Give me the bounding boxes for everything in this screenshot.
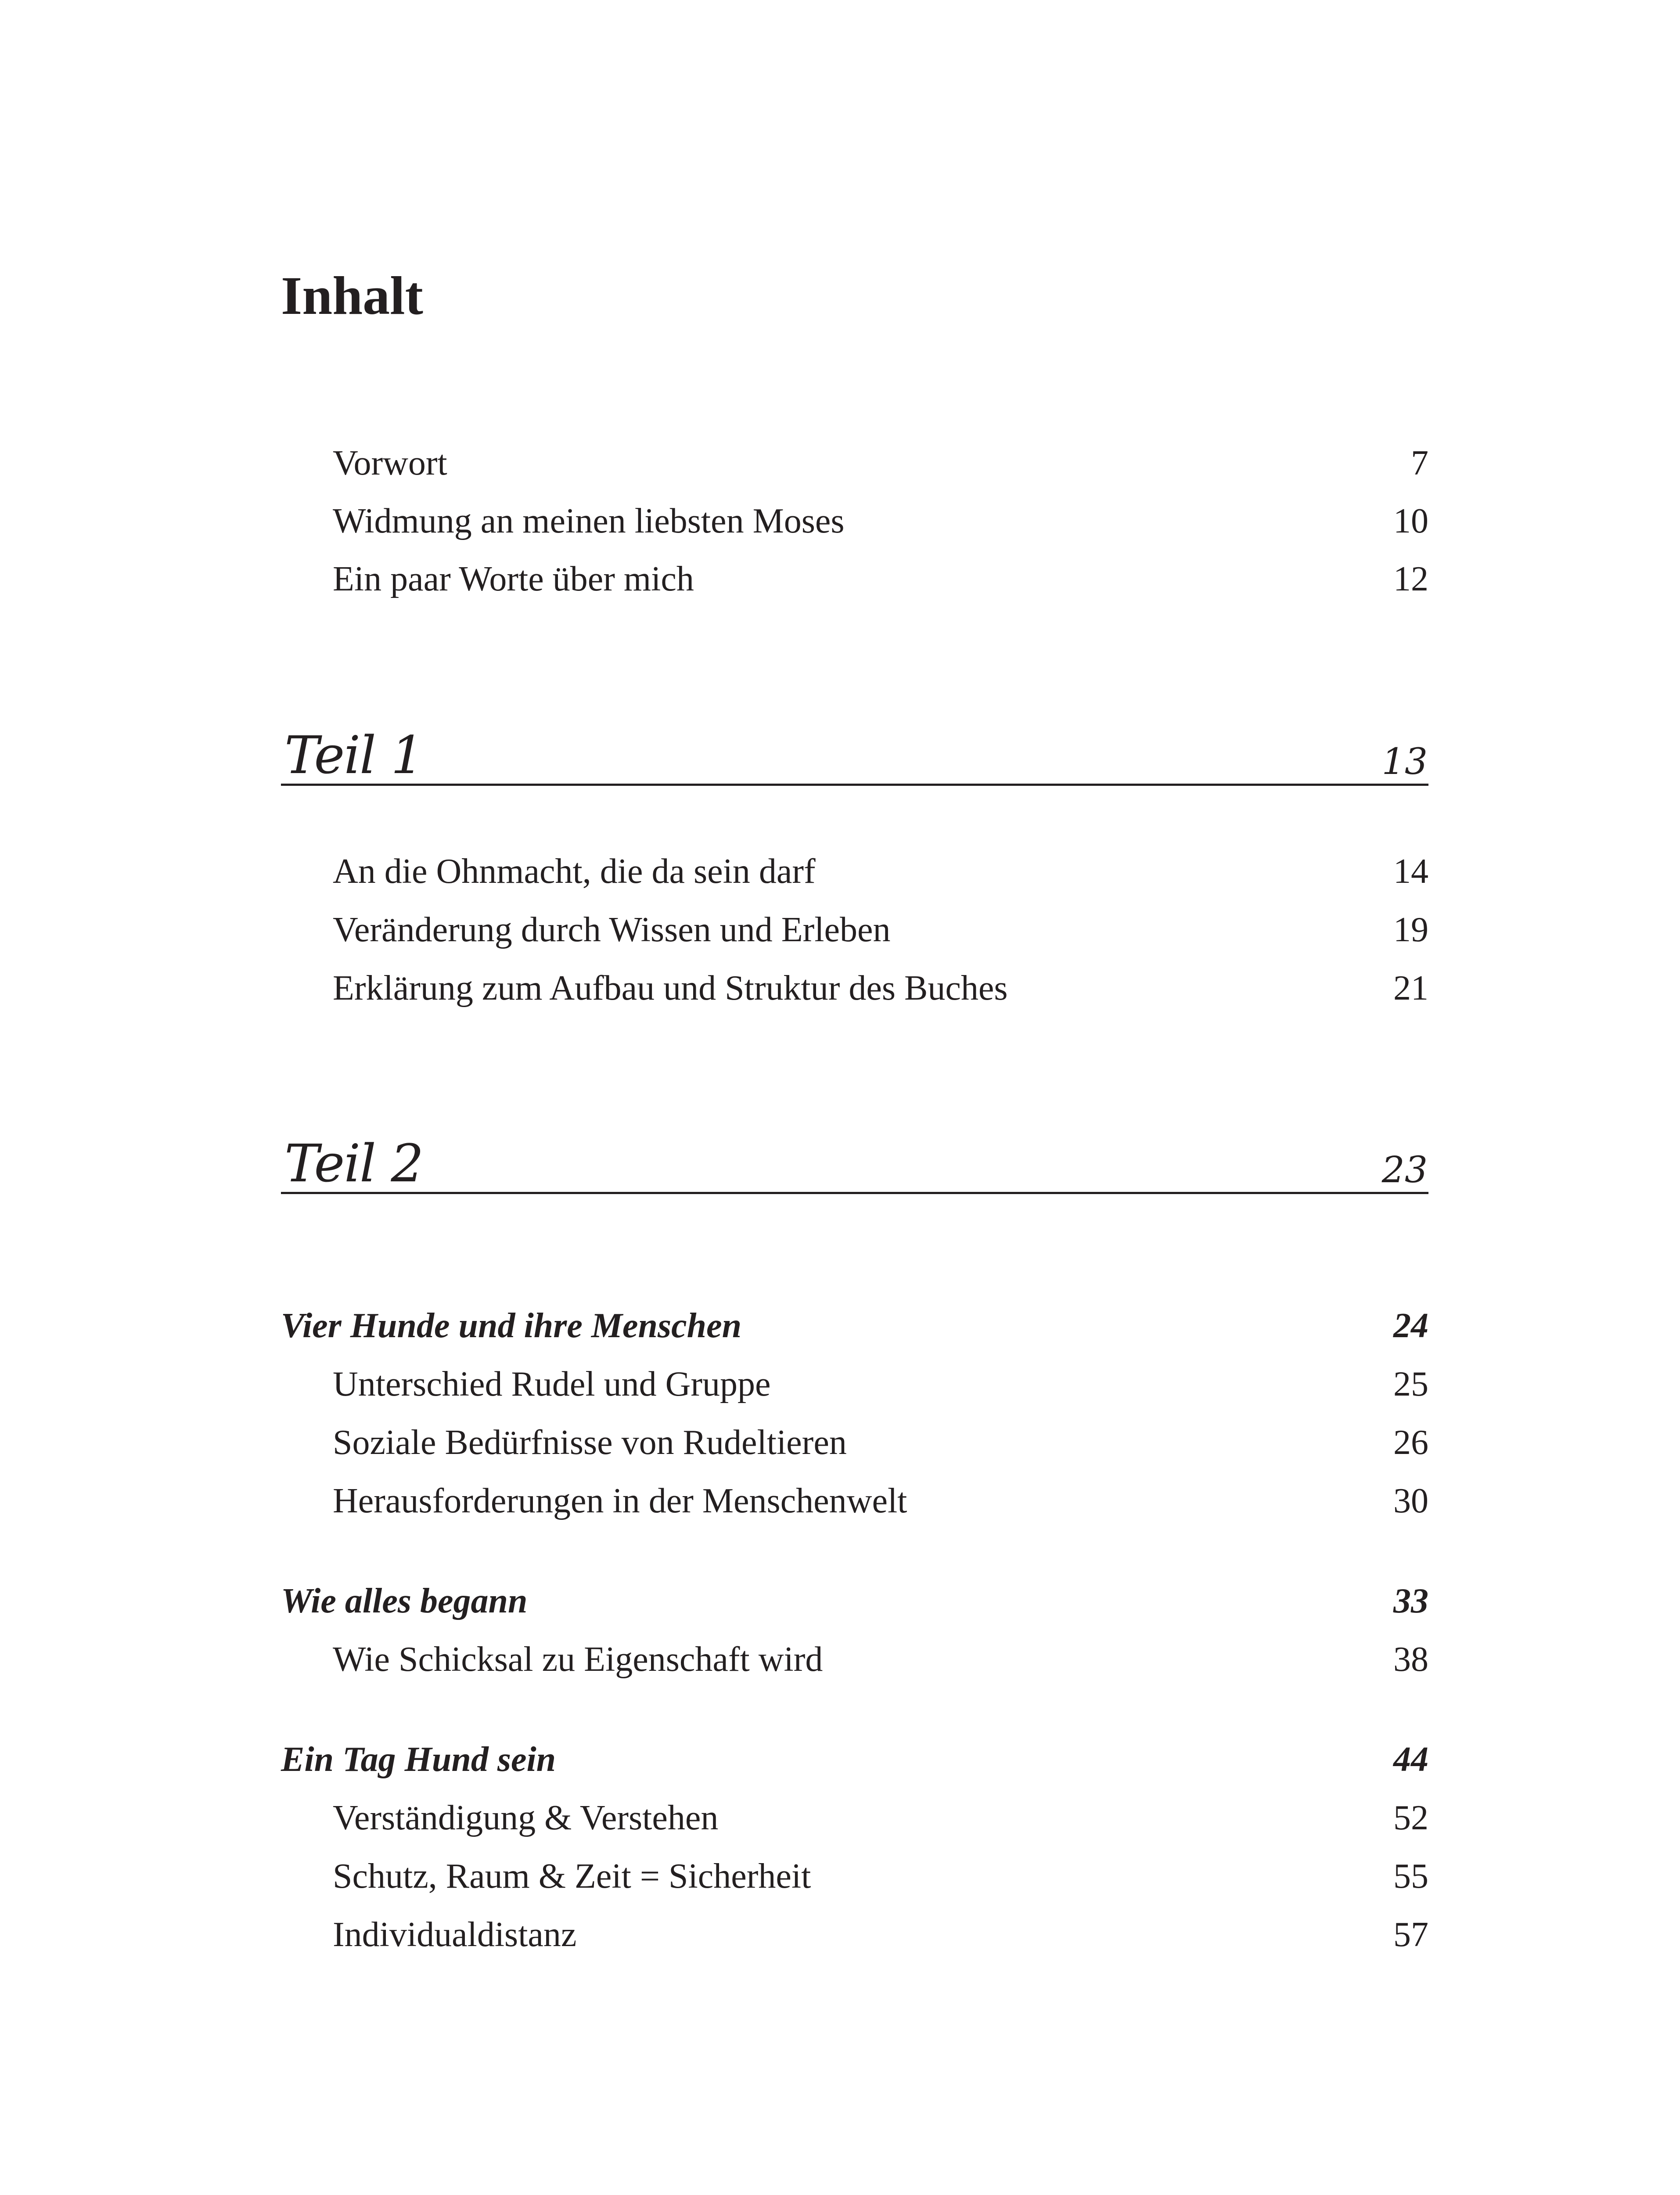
toc-entry-page: 7 [1411,444,1428,482]
part-title: Teil 2 [284,1133,423,1194]
toc-entry-title: Ein paar Worte über mich [333,560,694,598]
toc-entry [281,495,1428,547]
toc-chapter-title: Vier Hunde und ihre Menschen [281,1306,742,1345]
toc-entry-page: 38 [1393,1640,1428,1679]
toc-entry [281,962,1428,1015]
toc-entry-page: 26 [1393,1423,1428,1462]
toc-entry-title: Herausforderungen in der Menschenwelt [333,1482,907,1520]
toc-chapter-page: 33 [1393,1582,1428,1620]
toc-entry-title: Erklärung zum Aufbau und Struktur des Buches [333,969,1008,1008]
toc-entry-title: Soziale Bedürfnisse von Rudeltieren [333,1423,847,1462]
toc-entry [281,1633,1428,1686]
toc-chapter [281,1299,1428,1352]
toc-entry-page: 52 [1393,1799,1428,1837]
toc-chapter-title: Ein Tag Hund sein [281,1740,556,1779]
page-title: Inhalt [281,266,423,326]
toc-entry-page: 21 [1393,969,1428,1008]
toc-chapter [281,1733,1428,1786]
toc-entry-page: 12 [1393,560,1428,598]
toc-entry-title: Unterschied Rudel und Gruppe [333,1365,771,1403]
toc-entry [281,1416,1428,1469]
part-page: 23 [1381,1149,1428,1191]
toc-entry [281,1475,1428,1527]
part-heading [281,1104,1428,1194]
toc-entry [281,1850,1428,1903]
toc-entry-page: 55 [1393,1857,1428,1896]
toc-chapter-page: 24 [1393,1306,1428,1345]
part-page: 13 [1381,741,1428,783]
part-title: Teil 1 [284,725,423,785]
toc-entry [281,845,1428,898]
toc-entry [281,1792,1428,1844]
toc-entry-title: Schutz, Raum & Zeit = Sicherheit [333,1857,811,1896]
toc-entry-title: Wie Schicksal zu Eigenschaft wird [333,1640,823,1679]
toc-entry-page: 19 [1393,910,1428,949]
toc-entry [281,1358,1428,1411]
toc-entry [281,1908,1428,1961]
toc-entry-page: 14 [1393,852,1428,891]
toc-entry-title: Verständigung & Verstehen [333,1799,719,1837]
toc-entry-title: Widmung an meinen liebsten Moses [333,502,845,540]
toc-entry-title: Veränderung durch Wissen und Erleben [333,910,891,949]
toc-entry-page: 30 [1393,1482,1428,1520]
toc-chapter-page: 44 [1393,1740,1428,1779]
toc-entry [281,437,1428,489]
toc-entry-title: Individualdistanz [333,1915,577,1954]
toc-chapter-title: Wie alles begann [281,1582,528,1620]
toc-chapter [281,1575,1428,1627]
toc-entry-title: An die Ohnmacht, die da sein darf [333,852,816,891]
part-heading [281,696,1428,786]
toc-entry [281,553,1428,605]
toc-entry-page: 57 [1393,1915,1428,1954]
toc-entry-page: 25 [1393,1365,1428,1403]
toc-entry [281,903,1428,956]
toc-entry-page: 10 [1393,502,1428,540]
toc-entry-title: Vorwort [333,444,447,482]
